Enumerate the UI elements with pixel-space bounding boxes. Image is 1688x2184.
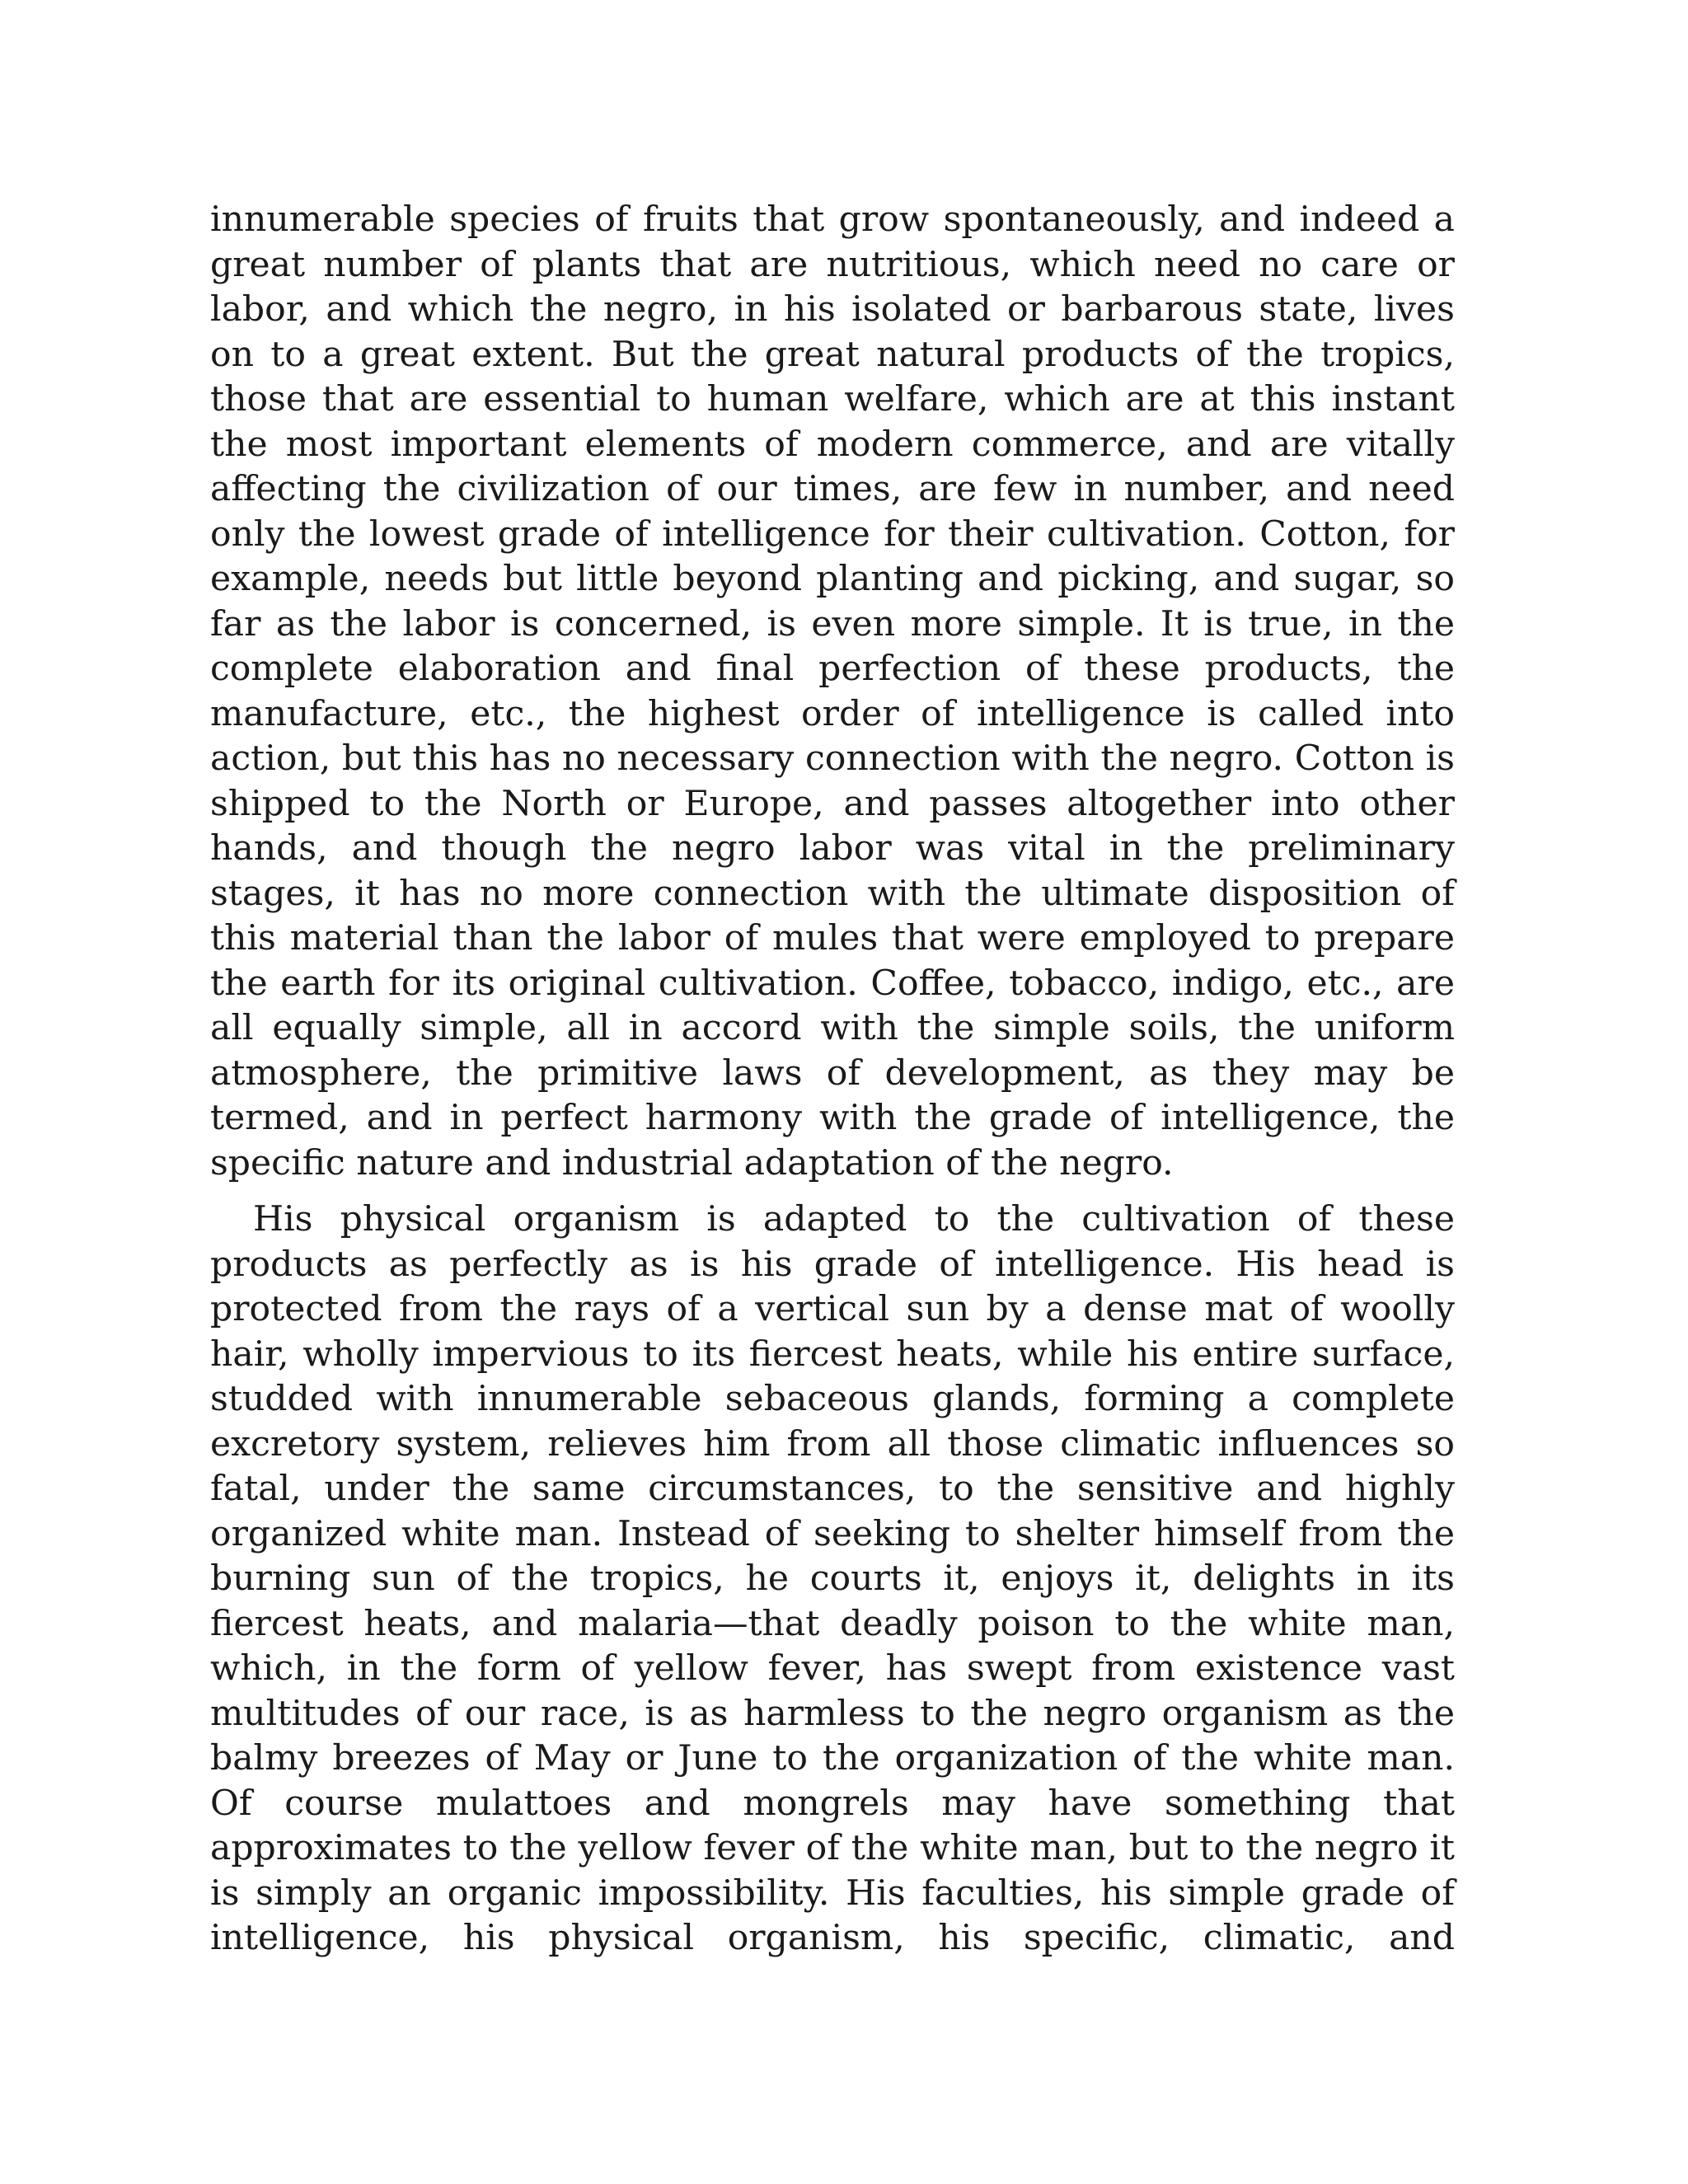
text-line: this material than the labor of mules that were employed to prepare bbox=[210, 918, 1455, 958]
text-line: innumerable species of fruits that grow spontaneously, and indeed a bbox=[210, 199, 1455, 240]
text-line: hands, and though the negro labor was vital in the preliminary bbox=[210, 828, 1455, 869]
text-line: is simply an organic impossibility. His faculties, his simple grade of bbox=[210, 1872, 1455, 1914]
paragraph bbox=[210, 198, 1455, 1186]
text-line: the earth for its original cultivation. Coffee, tobacco, indigo, etc., are bbox=[210, 963, 1455, 1004]
text-line: Of course mulattoes and mongrels may have something that bbox=[210, 1783, 1455, 1824]
text-line: products as perfectly as is his grade of intelligence. His head is bbox=[210, 1244, 1455, 1285]
text-line: manufacture, etc., the highest order of intelligence is called into bbox=[210, 693, 1455, 734]
text-line: shipped to the North or Europe, and passes altogether into other bbox=[210, 783, 1455, 824]
text-line: affecting the civilization of our times, are few in number, and need bbox=[210, 469, 1455, 509]
text-line: approximates to the yellow fever of the white man, but to the negro it bbox=[210, 1828, 1455, 1868]
text-line: those that are essential to human welfare, which are at this instant bbox=[210, 379, 1455, 419]
text-line: specific nature and industrial adaptation of the negro. bbox=[210, 1142, 1174, 1183]
text-line: intelligence, his physical organism, his specific, climatic, and bbox=[210, 1918, 1455, 1958]
text-line: far as the labor is concerned, is even more simple. It is true, in the bbox=[210, 603, 1455, 644]
text-line: studded with innumerable sebaceous glands, forming a complete bbox=[210, 1379, 1455, 1419]
text-line: His physical organism is adapted to the cultivation of these bbox=[253, 1199, 1455, 1240]
document-page bbox=[210, 198, 1455, 1961]
text-line: balmy breezes of May or June to the organization of the white man. bbox=[210, 1738, 1455, 1779]
text-line: on to a great extent. But the great natural products of the tropics, bbox=[210, 334, 1455, 375]
paragraph bbox=[210, 1197, 1455, 1961]
text-line: excretory system, relieves him from all those climatic influences so bbox=[210, 1423, 1455, 1465]
text-line: fiercest heats, and malaria—that deadly poison to the white man, bbox=[210, 1603, 1455, 1644]
text-line: atmosphere, the primitive laws of development, as they may be bbox=[210, 1052, 1455, 1094]
body-text bbox=[210, 198, 1455, 1961]
text-line: all equally simple, all in accord with the simple soils, the uniform bbox=[210, 1008, 1455, 1048]
text-line: the most important elements of modern commerce, and are vitally bbox=[210, 424, 1455, 465]
text-line: termed, and in perfect harmony with the grade of intelligence, the bbox=[210, 1098, 1455, 1138]
text-line: multitudes of our race, is as harmless to the negro organism as the bbox=[210, 1693, 1455, 1734]
text-line: organized white man. Instead of seeking to shelter himself from the bbox=[210, 1513, 1455, 1554]
text-line: example, needs but little beyond planting and picking, and sugar, so bbox=[210, 559, 1455, 599]
text-line: action, but this has no necessary connection with the negro. Cotton is bbox=[210, 738, 1455, 779]
text-line: great number of plants that are nutritious, which need no care or bbox=[210, 244, 1455, 285]
text-line: labor, and which the negro, in his isolated or barbarous state, lives bbox=[210, 289, 1455, 330]
text-line: hair, wholly impervious to its fiercest heats, while his entire surface, bbox=[210, 1333, 1455, 1375]
text-line: complete elaboration and final perfection of these products, the bbox=[210, 649, 1455, 689]
text-line: burning sun of the tropics, he courts it, enjoys it, delights in its bbox=[210, 1558, 1455, 1599]
text-line: fatal, under the same circumstances, to the sensitive and highly bbox=[210, 1469, 1455, 1509]
text-line: protected from the rays of a vertical sun by a dense mat of woolly bbox=[210, 1289, 1455, 1329]
text-line: only the lowest grade of intelligence for their cultivation. Cotton, for bbox=[210, 513, 1455, 555]
text-line: which, in the form of yellow fever, has swept from existence vast bbox=[210, 1648, 1455, 1689]
text-line: stages, it has no more connection with the ultimate disposition of bbox=[210, 873, 1455, 914]
